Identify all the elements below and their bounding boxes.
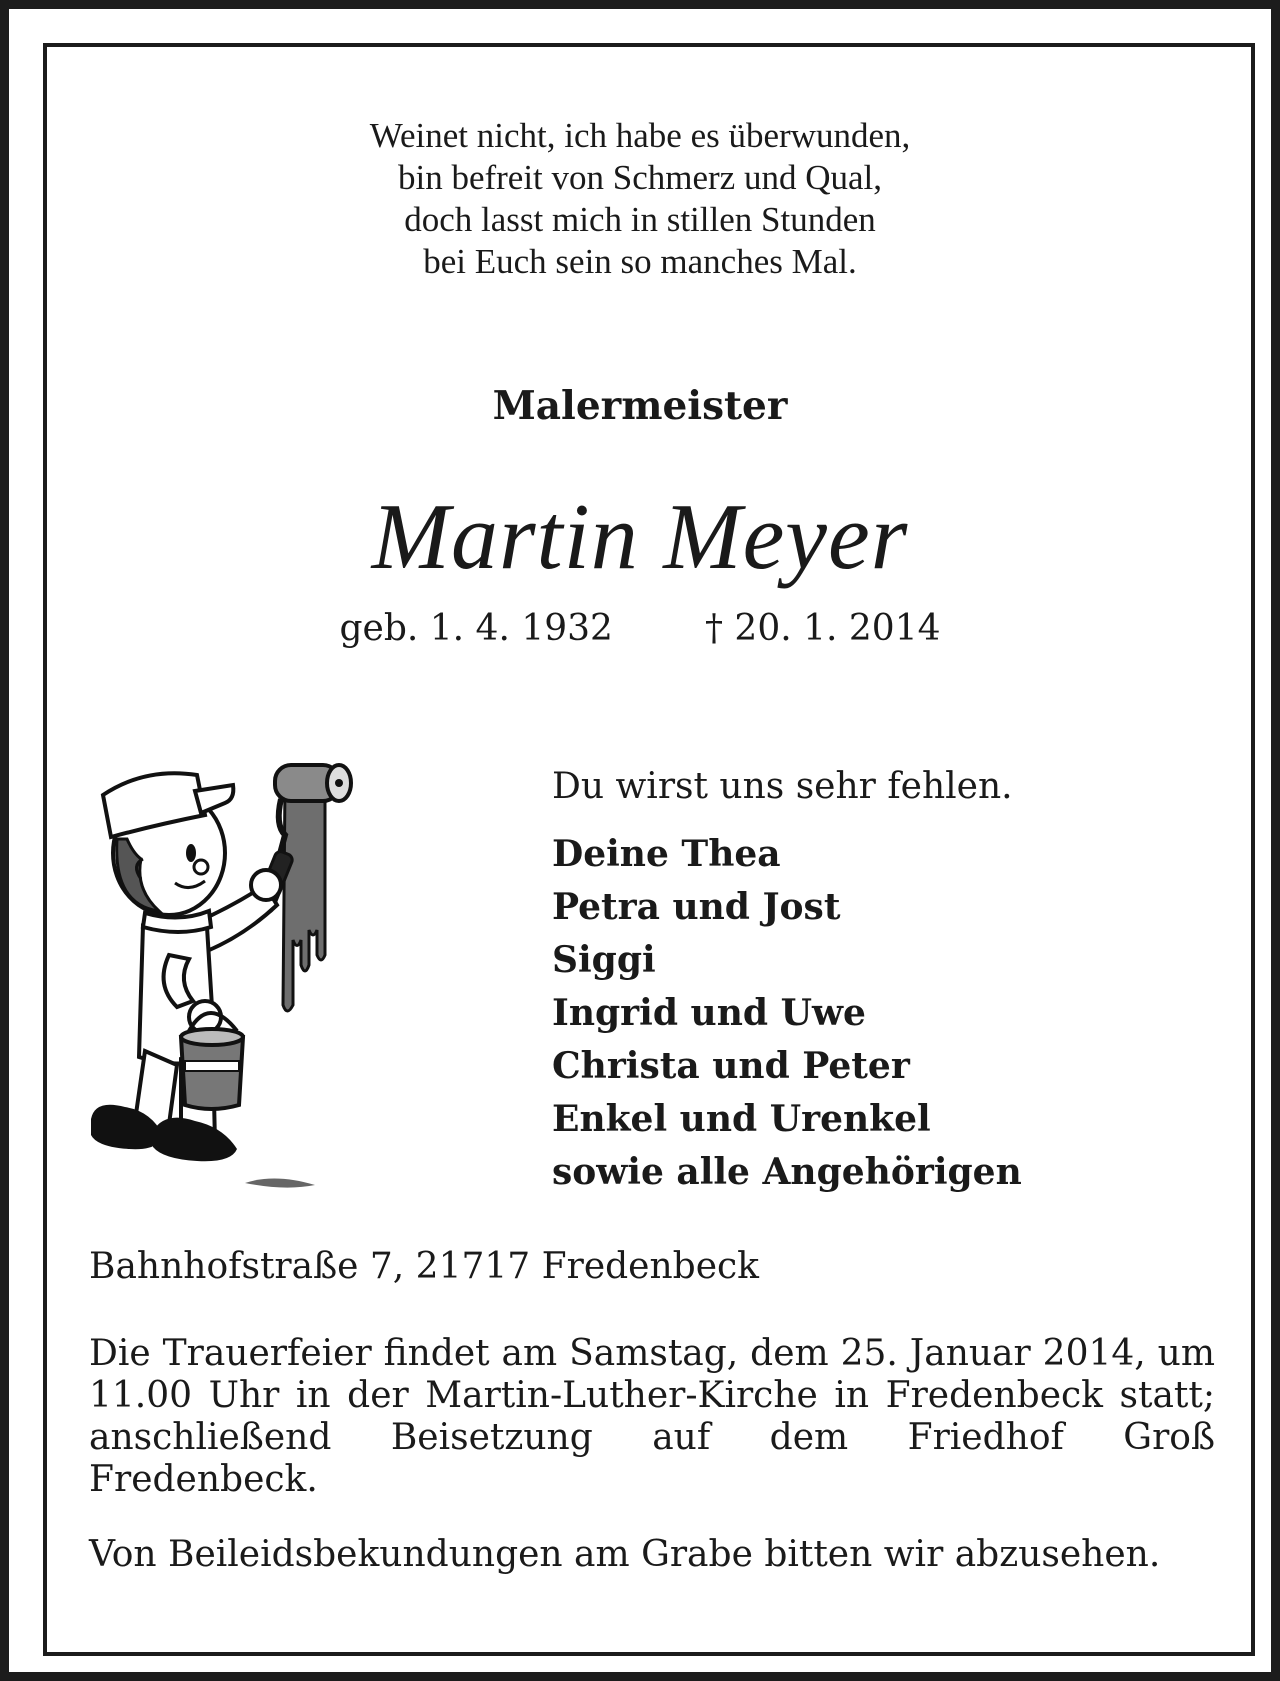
- family-address: Bahnhofstraße 7, 21717 Fredenbeck: [89, 1246, 759, 1287]
- mourner-name: Christa und Peter: [552, 1045, 910, 1087]
- poem: [9, 115, 1271, 283]
- mourner-name: Enkel und Urenkel: [552, 1098, 931, 1140]
- poem-line: Weinet nicht, ich habe es überwunden,: [369, 116, 911, 155]
- deceased-name: Martin Meyer: [371, 485, 909, 589]
- farewell-line: Du wirst uns sehr fehlen.: [552, 766, 1013, 807]
- mourner-name: sowie alle Angehörigen: [552, 1151, 1022, 1193]
- mourner-name: Ingrid und Uwe: [552, 992, 866, 1034]
- condolence-note: Von Beileidsbekundungen am Grabe bitten wir abzusehen.: [89, 1534, 1161, 1575]
- mourner-name: Deine Thea: [552, 833, 781, 875]
- profession-title: Malermeister: [492, 383, 788, 429]
- funeral-service-details: Die Trauerfeier findet am Samstag, dem 25. Januar 2014, um 11.00 Uhr in der Martin-Luther-Kirche in Fredenbeck statt; anschließend Beisetzung auf dem Friedhof Groß Fredenbeck.: [89, 1333, 1215, 1500]
- death-date: † 20. 1. 2014: [704, 608, 941, 649]
- mourner-name: Siggi: [552, 939, 656, 981]
- mourner-name: Petra und Jost: [552, 886, 841, 928]
- poem-line: bin befreit von Schmerz und Qual,: [397, 158, 883, 197]
- painter-with-paint-roller-icon: [85, 755, 369, 1201]
- birth-date: geb. 1. 4. 1932: [339, 608, 613, 649]
- poem-line: bei Euch sein so manches Mal.: [423, 242, 857, 281]
- poem-line: doch lasst mich in stillen Stunden: [404, 200, 876, 239]
- life-dates: [9, 607, 1271, 651]
- mourners-list: [552, 828, 1022, 1199]
